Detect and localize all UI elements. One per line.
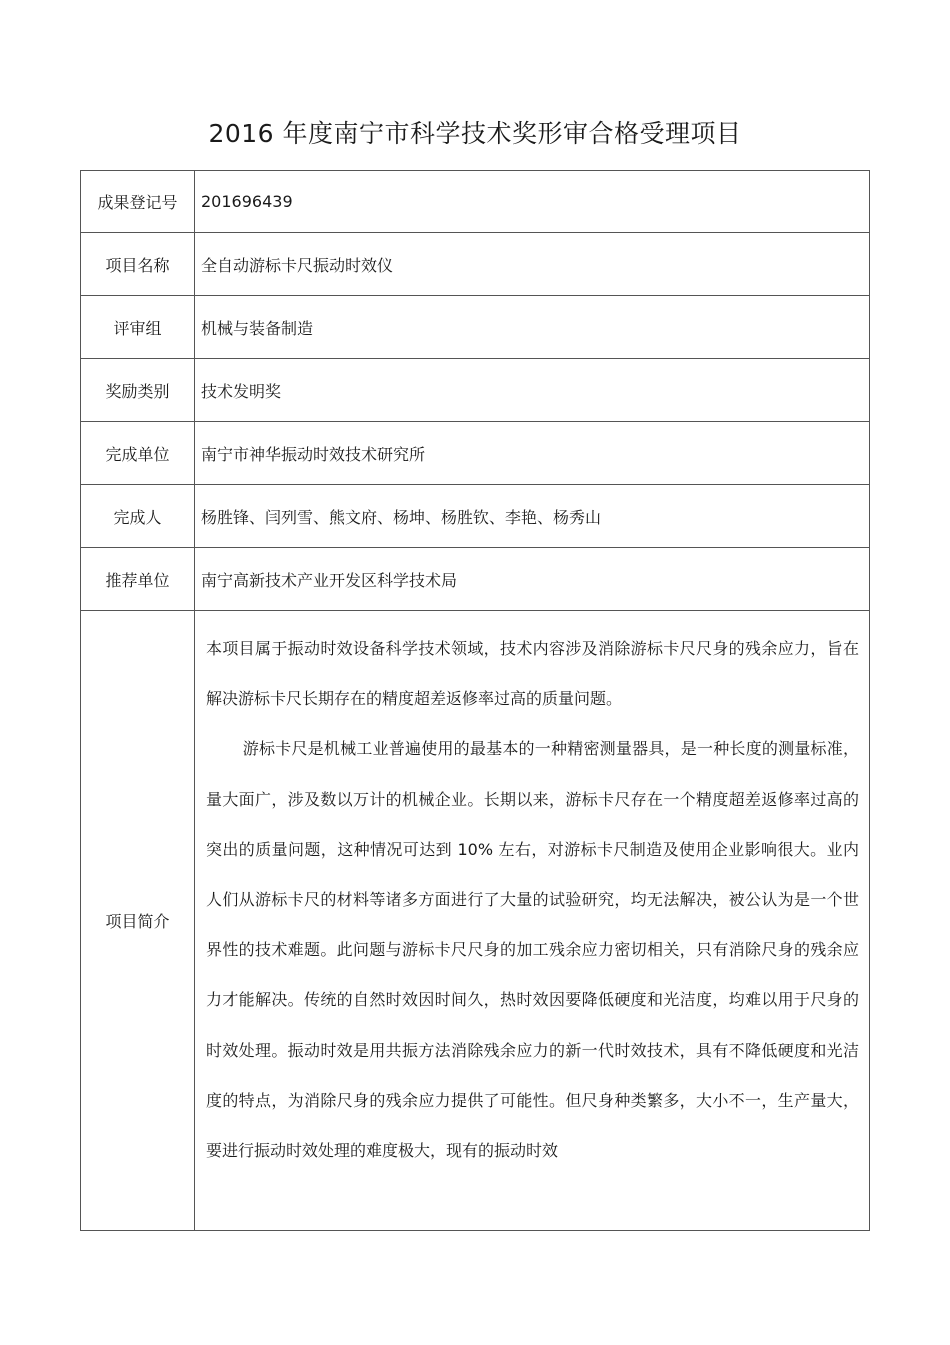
- table-row-completers: [81, 485, 870, 548]
- value-review-group: 机械与装备制造: [195, 296, 870, 359]
- project-info-table: [80, 170, 870, 1231]
- table-row-project-name: [81, 233, 870, 296]
- label-project-summary: 项目简介: [81, 611, 195, 1231]
- table-row-project-summary: [81, 611, 870, 1231]
- summary-text: [195, 611, 869, 1176]
- value-completers: 杨胜锋、闫列雪、熊文府、杨坤、杨胜钦、李艳、杨秀山: [195, 485, 870, 548]
- label-registration-no: 成果登记号: [81, 171, 195, 233]
- label-recommending-unit: 推荐单位: [81, 548, 195, 611]
- value-recommending-unit: 南宁高新技术产业开发区科学技术局: [195, 548, 870, 611]
- summary-paragraph: 本项目属于振动时效设备科学技术领域，技术内容涉及消除游标卡尺尺身的残余应力，旨在解决游标卡尺长期存在的精度超差返修率过高的质量问题。: [206, 639, 859, 709]
- value-registration-no: 201696439: [195, 171, 870, 233]
- table-row-completing-unit: [81, 422, 870, 485]
- table-row-registration-no: [81, 171, 870, 233]
- table-row-review-group: [81, 296, 870, 359]
- value-completing-unit: 南宁市神华振动时效技术研究所: [195, 422, 870, 485]
- summary-paragraph: 游标卡尺是机械工业普遍使用的最基本的一种精密测量器具，是一种长度的测量标准，量大面广，涉及数以万计的机械企业。长期以来，游标卡尺存在一个精度超差返修率过高的突出的质量问题，这种情况可达到 10% 左右，对游标卡尺制造及使用企业影响很大。业内人们从游标卡尺的材料等诸多方面进行了大量的试验研究，均无法解决，被公认为是一个世界性的技术难题。此问题与游标卡尺尺身的加工残余应力密切相关，只有消除尺身的残余应力才能解决。传统的自然时效因时间久，热时效因要降低硬度和光洁度，均难以用于尺身的时效处理。振动时效是用共振方法消除残余应力的新一代时效技术，具有不降低硬度和光洁度的特点，为消除尺身的残余应力提供了可能性。但尺身种类繁多，大小不一，生产量大，要进行振动时效处理的难度极大，现有的振动时效: [206, 739, 859, 1161]
- page-title: 2016 年度南宁市科学技术奖形审合格受理项目: [208, 119, 742, 148]
- table-row-award-category: [81, 359, 870, 422]
- summary-cell: [195, 611, 870, 1231]
- label-completers: 完成人: [81, 485, 195, 548]
- table-row-recommending-unit: [81, 548, 870, 611]
- value-award-category: 技术发明奖: [195, 359, 870, 422]
- label-completing-unit: 完成单位: [81, 422, 195, 485]
- label-review-group: 评审组: [81, 296, 195, 359]
- label-award-category: 奖励类别: [81, 359, 195, 422]
- label-project-name: 项目名称: [81, 233, 195, 296]
- value-project-name: 全自动游标卡尺振动时效仪: [195, 233, 870, 296]
